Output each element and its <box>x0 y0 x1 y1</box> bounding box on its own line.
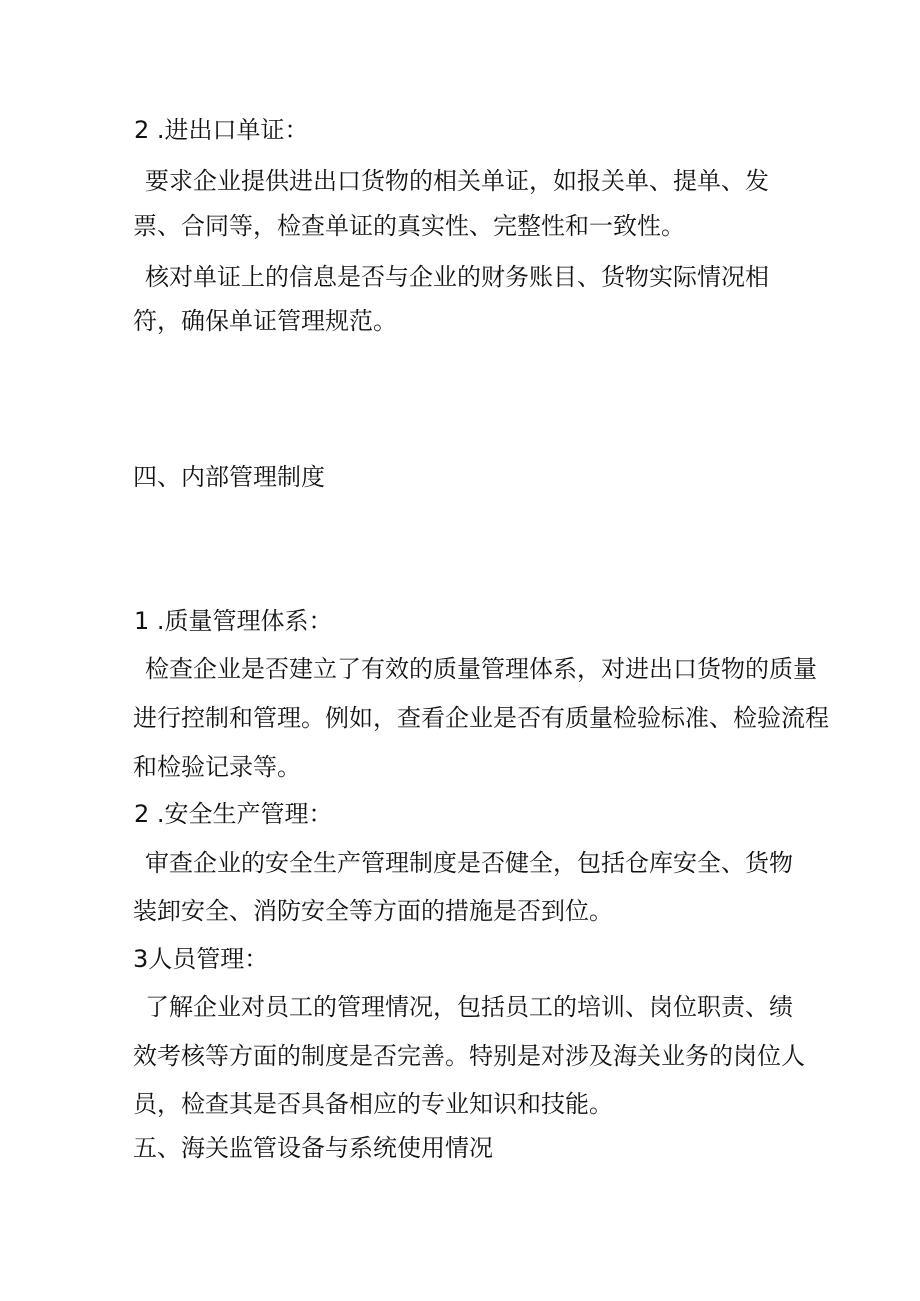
section-heading-internal-management: 四、内部管理制度 <box>133 463 325 491</box>
paragraph-line: 效考核等方面的制度是否完善。特别是对涉及海关业务的岗位人 <box>133 1042 805 1070</box>
paragraph-line: 进行控制和管理。例如，查看企业是否有质量检验标准、检验流程 <box>133 704 829 732</box>
paragraph-line: 票、合同等，检查单证的真实性、完整性和一致性。 <box>133 212 685 240</box>
paragraph-line: 了解企业对员工的管理情况，包括员工的培训、岗位职责、绩 <box>145 993 793 1021</box>
paragraph-line: 装卸安全、消防安全等方面的措施是否到位。 <box>133 897 613 925</box>
subheading-import-export-documents: 2 .进出口单证： <box>134 116 309 144</box>
subheading-safety-production: 2 .安全生产管理： <box>134 800 333 828</box>
paragraph-line: 要求企业提供进出口货物的相关单证，如报关单、提单、发 <box>145 167 769 195</box>
subheading-quality-management: 1 .质量管理体系： <box>134 607 333 635</box>
paragraph-line: 审查企业的安全生产管理制度是否健全，包括仓库安全、货物 <box>145 849 793 877</box>
paragraph-line: 核对单证上的信息是否与企业的财务账目、货物实际情况相 <box>145 263 769 291</box>
section-heading-customs-equipment: 五、海关监管设备与系统使用情况 <box>133 1134 493 1162</box>
paragraph-line: 符，确保单证管理规范。 <box>133 307 397 335</box>
paragraph-line: 检查企业是否建立了有效的质量管理体系，对进出口货物的质量 <box>145 655 817 683</box>
paragraph-line: 员，检查其是否具备相应的专业知识和技能。 <box>133 1090 613 1118</box>
paragraph-line: 和检验记录等。 <box>133 753 301 781</box>
subheading-personnel-management: 3人员管理： <box>133 945 269 973</box>
